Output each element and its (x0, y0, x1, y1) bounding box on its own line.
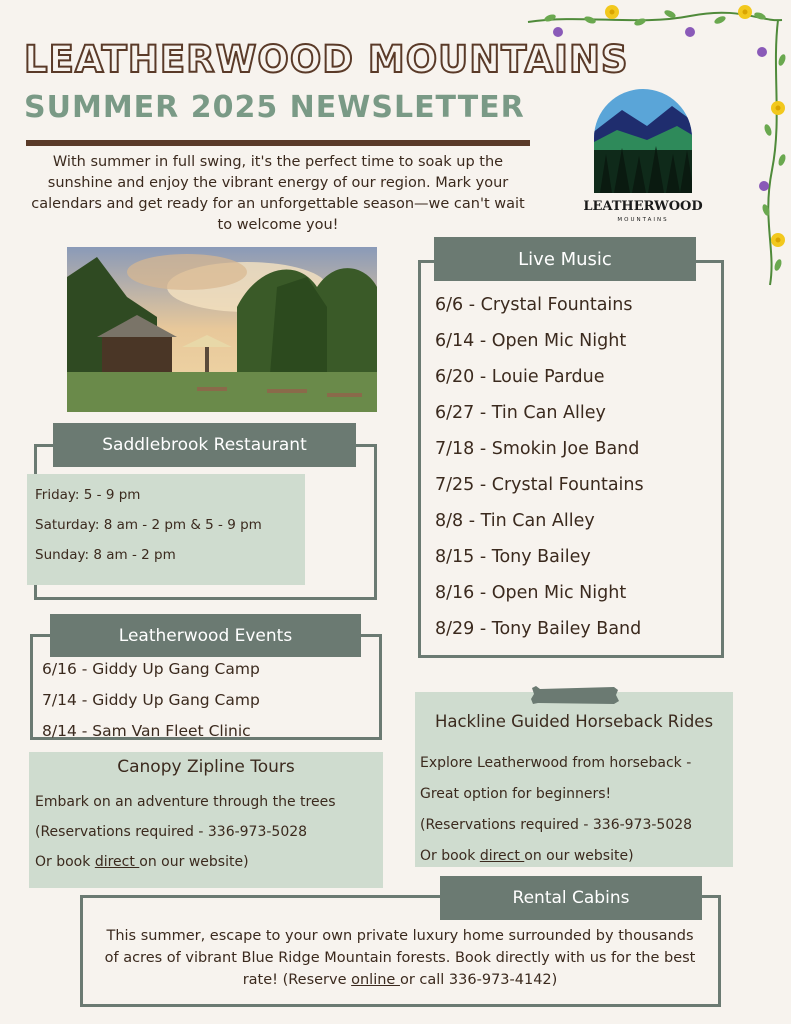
horseback-body (420, 748, 730, 872)
newsletter-subtitle: SUMMER 2025 NEWSLETTER (24, 90, 525, 125)
horseback-heading: Hackline Guided Horseback Rides (434, 712, 714, 731)
newsletter-title: LEATHERWOOD MOUNTAINS (24, 38, 629, 81)
event-item: 8/14 - Sam Van Fleet Clinic (42, 722, 251, 740)
zipline-book-text: Or book (35, 854, 95, 870)
rental-cabins-heading: Rental Cabins (440, 876, 702, 920)
restaurant-photo (67, 247, 377, 412)
zipline-line (35, 847, 380, 877)
intro-paragraph: With summer in full swing, it's the perfect time to soak up the sunshine and enjoy the vibrant energy of our region. Mark your calendars and get ready for an unforgettable season—we can't wait to welcome you! (31, 154, 525, 233)
cabins-online-link[interactable]: online (351, 972, 400, 988)
events-heading: Leatherwood Events (50, 614, 361, 657)
music-item: 7/25 - Crystal Fountains (435, 475, 644, 495)
cabins-text: This summer, escape to your own private luxury home surrounded by thousands of acres of vibrant Blue Ridge Mountain forests. Book directly with us for the best rate! (Reserve (104, 928, 696, 988)
events-list (42, 654, 372, 747)
music-item: 7/18 - Smokin Joe Band (435, 439, 640, 459)
music-item: 8/15 - Tony Bailey (435, 547, 591, 567)
hours-line: Saturday: 8 am - 2 pm & 5 - 9 pm (35, 517, 262, 533)
rental-cabins-body (100, 925, 700, 991)
horseback-line: Explore Leatherwood from horseback - (420, 755, 692, 771)
horseback-direct-link[interactable]: direct (479, 848, 525, 864)
horseback-website-text: on our website) (524, 848, 634, 864)
logo-subtext: MOUNTAINS (617, 217, 669, 223)
music-item: 6/20 - Louie Pardue (435, 367, 605, 387)
zipline-body (35, 787, 380, 877)
horseback-line: (Reservations required - 336-973-5028 (420, 817, 693, 833)
music-item: 8/16 - Open Mic Night (435, 583, 627, 603)
zipline-direct-link[interactable]: direct (94, 854, 140, 870)
event-item: 6/16 - Giddy Up Gang Camp (42, 660, 260, 678)
music-item: 6/14 - Open Mic Night (435, 331, 627, 351)
tape-decoration (530, 685, 620, 705)
title-divider (26, 140, 530, 146)
hours-line: Friday: 5 - 9 pm (35, 487, 141, 503)
saddlebrook-heading: Saddlebrook Restaurant (53, 423, 356, 467)
saddlebrook-hours (27, 474, 305, 585)
hours-line: Sunday: 8 am - 2 pm (35, 547, 176, 563)
music-item: 8/8 - Tin Can Alley (435, 511, 595, 531)
zipline-website-text: on our website) (139, 854, 249, 870)
zipline-heading: Canopy Zipline Tours (117, 757, 295, 777)
horseback-book-text: Or book (420, 848, 480, 864)
zipline-line: Embark on an adventure through the trees (35, 794, 336, 810)
zipline-line: (Reservations required - 336-973-5028 (35, 824, 308, 840)
horseback-line (420, 841, 730, 872)
music-item: 6/6 - Crystal Fountains (435, 295, 633, 315)
event-item: 7/14 - Giddy Up Gang Camp (42, 691, 260, 709)
live-music-list (435, 287, 715, 647)
music-item: 6/27 - Tin Can Alley (435, 403, 606, 423)
logo-text: LEATHERWOOD (583, 199, 703, 214)
live-music-heading: Live Music (434, 237, 696, 281)
cabins-call-text: or call 336-973-4142) (399, 972, 558, 988)
horseback-line: Great option for beginners! (420, 786, 612, 802)
leatherwood-logo (583, 88, 703, 226)
music-item: 8/29 - Tony Bailey Band (435, 619, 642, 639)
